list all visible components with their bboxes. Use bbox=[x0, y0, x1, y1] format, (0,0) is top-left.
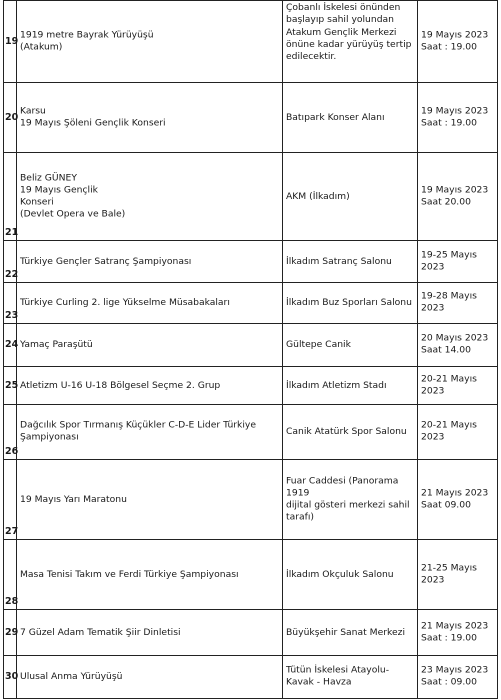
table-row bbox=[3, 540, 498, 610]
table-row bbox=[3, 241, 498, 283]
venue-cell-text: Çobanlı İskelesi önünden başlayıp sahil yolundan Atakum Gençlik Merkezi önüne kadar yürüyüş tertip edilecektir. bbox=[286, 2, 412, 63]
event-cell bbox=[17, 241, 283, 282]
table-row bbox=[3, 324, 498, 367]
event-cell-text: 1919 metre Bayrak Yürüyüşü (Atakum) bbox=[20, 29, 154, 53]
event-cell-text: 19 Mayıs Yarı Maratonu bbox=[20, 493, 127, 505]
event-cell-text: Türkiye Curling 2. lige Yükselme Müsabakaları bbox=[20, 296, 230, 308]
date-cell bbox=[418, 83, 499, 152]
event-cell bbox=[17, 405, 283, 459]
row-number-cell bbox=[4, 283, 17, 323]
venue-cell bbox=[283, 610, 418, 655]
row-number-cell bbox=[4, 367, 17, 404]
venue-cell-text: Batıpark Konser Alanı bbox=[286, 111, 385, 123]
table-row bbox=[3, 0, 498, 83]
date-cell bbox=[418, 610, 499, 655]
event-cell-text: 7 Güzel Adam Tematik Şiir Dinletisi bbox=[20, 626, 181, 638]
row-number-cell bbox=[4, 324, 17, 366]
event-cell-text: Dağcılık Spor Tırmanış Küçükler C-D-E Lider Türkiye Şampiyonası bbox=[20, 419, 257, 443]
venue-cell-text: İlkadım Okçuluk Salonu bbox=[286, 568, 394, 580]
date-cell bbox=[418, 241, 499, 282]
date-cell-text: 19 Mayıs 2023 Saat : 19.00 bbox=[421, 29, 489, 53]
date-cell bbox=[418, 405, 499, 459]
date-cell-text: 23 Mayıs 2023 Saat : 09.00 bbox=[421, 664, 489, 688]
venue-cell bbox=[283, 540, 418, 609]
row-number-cell bbox=[4, 405, 17, 459]
table-row bbox=[3, 283, 498, 324]
row-number-cell bbox=[4, 83, 17, 152]
event-cell-text: Beliz GÜNEY 19 Mayıs Gençlik Konseri (Devlet Opera ve Bale) bbox=[20, 171, 126, 220]
date-cell bbox=[418, 1, 499, 82]
venue-cell-text: AKM (İlkadım) bbox=[286, 190, 350, 202]
date-cell-text: 21-25 Mayıs 2023 bbox=[421, 562, 477, 586]
table-row bbox=[3, 610, 498, 656]
event-cell bbox=[17, 153, 283, 240]
venue-cell bbox=[283, 241, 418, 282]
date-cell-text: 19 Mayıs 2023 Saat : 19.00 bbox=[421, 105, 489, 129]
date-cell-text: 19-25 Mayıs 2023 bbox=[421, 249, 477, 273]
row-number-cell-text: 24 bbox=[5, 338, 19, 350]
event-cell-text: Yamaç Paraşütü bbox=[20, 338, 93, 350]
table-row bbox=[3, 153, 498, 241]
venue-cell-text: İlkadım Satranç Salonu bbox=[286, 255, 392, 267]
venue-cell-text: Tütün İskelesi Atayolu- Kavak - Havza bbox=[286, 664, 390, 688]
row-number-cell-text: 30 bbox=[5, 670, 19, 682]
date-cell-text: 19-28 Mayıs 2023 bbox=[421, 290, 477, 314]
row-number-cell-text: 22 bbox=[5, 268, 19, 280]
venue-cell bbox=[283, 656, 418, 698]
date-cell-text: 20 Mayıs 2023 Saat 14.00 bbox=[421, 332, 489, 356]
row-number-cell bbox=[4, 460, 17, 539]
row-number-cell bbox=[4, 1, 17, 82]
date-cell-text: 21 Mayıs 2023 Saat : 19.00 bbox=[421, 620, 489, 644]
venue-cell bbox=[283, 367, 418, 404]
table-row bbox=[3, 83, 498, 153]
table-row bbox=[3, 656, 498, 699]
event-cell bbox=[17, 83, 283, 152]
row-number-cell-text: 23 bbox=[5, 309, 19, 321]
venue-cell bbox=[283, 405, 418, 459]
venue-cell-text: Fuar Caddesi (Panorama 1919 dijital gösteri merkezi sahil tarafı) bbox=[286, 474, 410, 523]
row-number-cell-text: 21 bbox=[5, 226, 19, 238]
event-cell bbox=[17, 283, 283, 323]
venue-cell-text: Canik Atatürk Spor Salonu bbox=[286, 425, 407, 437]
venue-cell bbox=[283, 1, 418, 82]
event-cell bbox=[17, 540, 283, 609]
event-cell bbox=[17, 367, 283, 404]
venue-cell-text: İlkadım Buz Sporları Salonu bbox=[286, 296, 412, 308]
event-cell bbox=[17, 656, 283, 698]
date-cell bbox=[418, 540, 499, 609]
row-number-cell bbox=[4, 540, 17, 609]
venue-cell bbox=[283, 283, 418, 323]
table-row bbox=[3, 367, 498, 405]
event-cell-text: Atletizm U-16 U-18 Bölgesel Seçme 2. Grup bbox=[20, 379, 221, 391]
row-number-cell bbox=[4, 656, 17, 698]
row-number-cell-text: 19 bbox=[5, 35, 19, 47]
event-cell-text: Karsu 19 Mayıs Şöleni Gençlik Konseri bbox=[20, 105, 166, 129]
row-number-cell bbox=[4, 153, 17, 240]
venue-cell-text: Gültepe Canik bbox=[286, 338, 351, 350]
date-cell bbox=[418, 460, 499, 539]
event-cell bbox=[17, 1, 283, 82]
date-cell bbox=[418, 153, 499, 240]
table-row bbox=[3, 405, 498, 460]
date-cell-text: 19 Mayıs 2023 Saat 20.00 bbox=[421, 184, 489, 208]
date-cell bbox=[418, 656, 499, 698]
row-number-cell bbox=[4, 610, 17, 655]
row-number-cell-text: 20 bbox=[5, 111, 19, 123]
event-cell-text: Ulusal Anma Yürüyüşü bbox=[20, 670, 123, 682]
venue-cell bbox=[283, 153, 418, 240]
date-cell bbox=[418, 283, 499, 323]
event-cell bbox=[17, 460, 283, 539]
date-cell-text: 20-21 Mayıs 2023 bbox=[421, 419, 477, 443]
venue-cell bbox=[283, 460, 418, 539]
event-cell-text: Masa Tenisi Takım ve Ferdi Türkiye Şampiyonası bbox=[20, 568, 239, 580]
row-number-cell-text: 26 bbox=[5, 445, 19, 457]
venue-cell bbox=[283, 83, 418, 152]
table-row bbox=[3, 460, 498, 540]
date-cell-text: 20-21 Mayıs 2023 bbox=[421, 373, 477, 397]
venue-cell-text: İlkadım Atletizm Stadı bbox=[286, 379, 387, 391]
event-cell-text: Türkiye Gençler Satranç Şampiyonası bbox=[20, 255, 192, 267]
venue-cell bbox=[283, 324, 418, 366]
event-cell bbox=[17, 610, 283, 655]
row-number-cell-text: 29 bbox=[5, 626, 19, 638]
date-cell-text: 21 Mayıs 2023 Saat 09.00 bbox=[421, 487, 489, 511]
venue-cell-text: Büyükşehir Sanat Merkezi bbox=[286, 626, 406, 638]
row-number-cell bbox=[4, 241, 17, 282]
event-cell bbox=[17, 324, 283, 366]
date-cell bbox=[418, 324, 499, 366]
row-number-cell-text: 28 bbox=[5, 595, 19, 607]
row-number-cell-text: 27 bbox=[5, 525, 19, 537]
row-number-cell-text: 25 bbox=[5, 379, 19, 391]
date-cell bbox=[418, 367, 499, 404]
